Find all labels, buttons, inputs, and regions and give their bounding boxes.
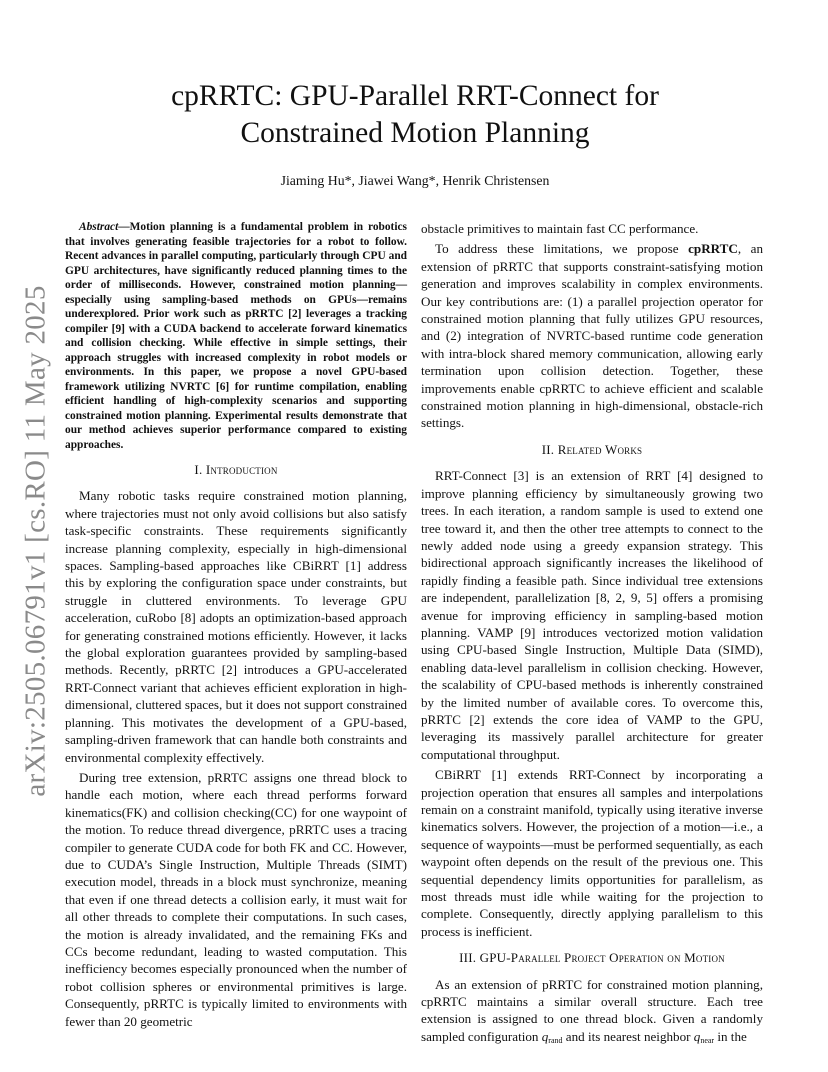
method-text-start: As an extension of pRRTC for constrained motion planning, cpRRTC maintains a similar overall structure. Each tree extension is assigned to one thread block. Given a randomly sampled configuration [421, 976, 763, 1044]
contribution-text-rest: , an extension of pRRTC that supports constraint-satisfying motion generation and improves scalability in complex environments. Our key contributions are: (1) a parallel projection operator for constrained motion planning that fully utilizes GPU resources, and (2) integration of NVRTC-based runtime code generation with intra-block shared memory communication, allowing early termination upon collision detection. Together, these improvements enable cpRRTC to achieve efficient and scalable constrained motion planning in high-dimensional, obstacle-rich settings. [421, 241, 764, 431]
right-column [421, 220, 763, 1052]
author-list: Jiaming Hu*, Jiawei Wang*, Henrik Christensen [280, 173, 550, 188]
contribution-paragraph [421, 240, 763, 431]
section-heading-related-works: II. Related Works [541, 441, 643, 457]
intro-paragraph-continued: obstacle primitives to maintain fast CC performance. [421, 221, 699, 236]
method-paragraph-1 [421, 976, 763, 1050]
intro-paragraph-1: Many robotic tasks require constrained motion planning, where trajectories must not only avoid collisions but also satisfy task-specific constraints. These requirements significantly increase planning complexity, especially in high-dimensional spaces. Sampling-based approaches like CBiRRT [1] address this by exploring the configuration space under constraints, but struggle in cluttered environments. To leverage GPU acceleration, cuRobo [8] adopts an optimization-based approach for generating constrained motions efficiently. However, it lacks the global exploration guarantees provided by sampling-based methods. Recently, pRRTC [2] introduces a GPU-accelerated RRT-Connect variant that achieves efficient exploration in high-dimensional, cluttered spaces, but it does not support constrained planning. This motivates the development of a GPU-based, sampling-driven framework that can handle both constraints and environmental complexity effectively. [65, 488, 407, 765]
arxiv-watermark [14, 285, 58, 797]
var-q-rand: q [541, 1028, 549, 1044]
section-heading-gpu-parallel-project: III. GPU-Parallel Project Operation on Motion [459, 950, 725, 966]
abstract-label: Abstract [79, 221, 119, 233]
contribution-text-start: To address these limitations, we propose [435, 241, 689, 257]
title-line-1: cpRRTC: GPU-Parallel RRT-Connect for [171, 80, 659, 112]
subscript-rand: rand [548, 1035, 563, 1045]
arxiv-id: arXiv:2505.06791v1 [cs.RO] 11 May 2025 [19, 285, 52, 797]
method-text-mid: and its nearest neighbor [562, 1028, 694, 1044]
method-text-end: in the [714, 1028, 747, 1044]
related-paragraph-1: RRT-Connect [3] is an extension of RRT [4] designed to improve planning efficiency by simultaneously growing two trees. In each iteration, a random sample is used to extend one tree toward it, and then the other tree attempts to connect to the newly added node using a greedy expansion strategy. This bidirectional approach significantly increases the likelihood of rapidly finding a feasible path. Since individual tree extensions are independent, parallelization [8, 2, 9, 5] offers a promising avenue for improving efficiency in sampling-based motion planning. VAMP [9] introduces vectorized motion validation using CPU-based Single Instruction, Multiple Data (SIMD), enabling data-level parallelism in collision checking. However, the scalability of CPU-based methods is inherently constrained by the limited number of available cores. To overcome this, pRRTC [2] extends the core idea of VAMP to the GPU, leveraging its massively parallel architecture for greater computational throughput. [421, 468, 763, 762]
abstract [65, 220, 407, 452]
abstract-text: —Motion planning is a fundamental problem in robotics that involves generating feasible trajectories for a robot to follow. Recent advances in parallel computing, particularly through CPU and GPU architectures, have significantly reduced planning times to the order of milliseconds. However, constrained motion planning—especially using sampling-based methods on GPUs—remains underexplored. Prior work such as pRRTC [2] leverages a tracking compiler [9] with a CUDA backend to accelerate forward kinematics and collision checking. While effective in simple settings, their approach struggles with increased complexity in robot models or environments. In this paper, we propose a novel GPU-based framework utilizing NVRTC [6] for runtime compilation, enabling efficient handling of high-complexity scenarios and supporting constrained motion planning. Experimental results demonstrate that our method achieves superior performance compared to existing approaches. [65, 221, 407, 451]
subscript-near: near [700, 1035, 715, 1045]
intro-paragraph-2: During tree extension, pRRTC assigns one thread block to handle each motion, where each thread performs forward kinematics(FK) and collision checking(CC) for one waypoint of the motion. To reduce thread divergence, pRRTC uses a tracing compiler to generate CUDA code for both FK and CC. However, due to CUDA’s Single Instruction, Multiple Threads (SIMT) execution model, threads in a block must synchronize, meaning that even if one thread detects a collision early, it must wait for all other threads to complete their computations. In such cases, the motion is already invalidated, and the remaining FKs and CCs become redundant, leading to wasted computation. This inefficiency becomes especially pronounced when the number of robot collision spheres or environmental primitives is large. Consequently, pRRTC is typically limited to environments with fewer than 20 geometric [65, 769, 407, 1029]
section-heading-introduction: I. Introduction [194, 462, 278, 477]
left-column [65, 220, 407, 1033]
var-q-near: q [693, 1028, 701, 1044]
paper-title [80, 78, 750, 152]
related-paragraph-2: CBiRRT [1] extends RRT-Connect by incorporating a projection operation that ensures all samples and interpolations remain on a constraint manifold, typically using iterative inverse kinematics solvers. However, the projection of a motion—i.e., a sequence of waypoints—must be performed sequentially, as each waypoint often depends on the result of the previous one. This sequential dependency limits opportunities for parallelism, as most threads must idle while waiting for the projection to complete. Consequently, directly applying parallelism to this process is inefficient. [421, 767, 763, 939]
title-line-2: Constrained Motion Planning [240, 117, 590, 149]
method-name: cpRRTC [688, 241, 738, 257]
